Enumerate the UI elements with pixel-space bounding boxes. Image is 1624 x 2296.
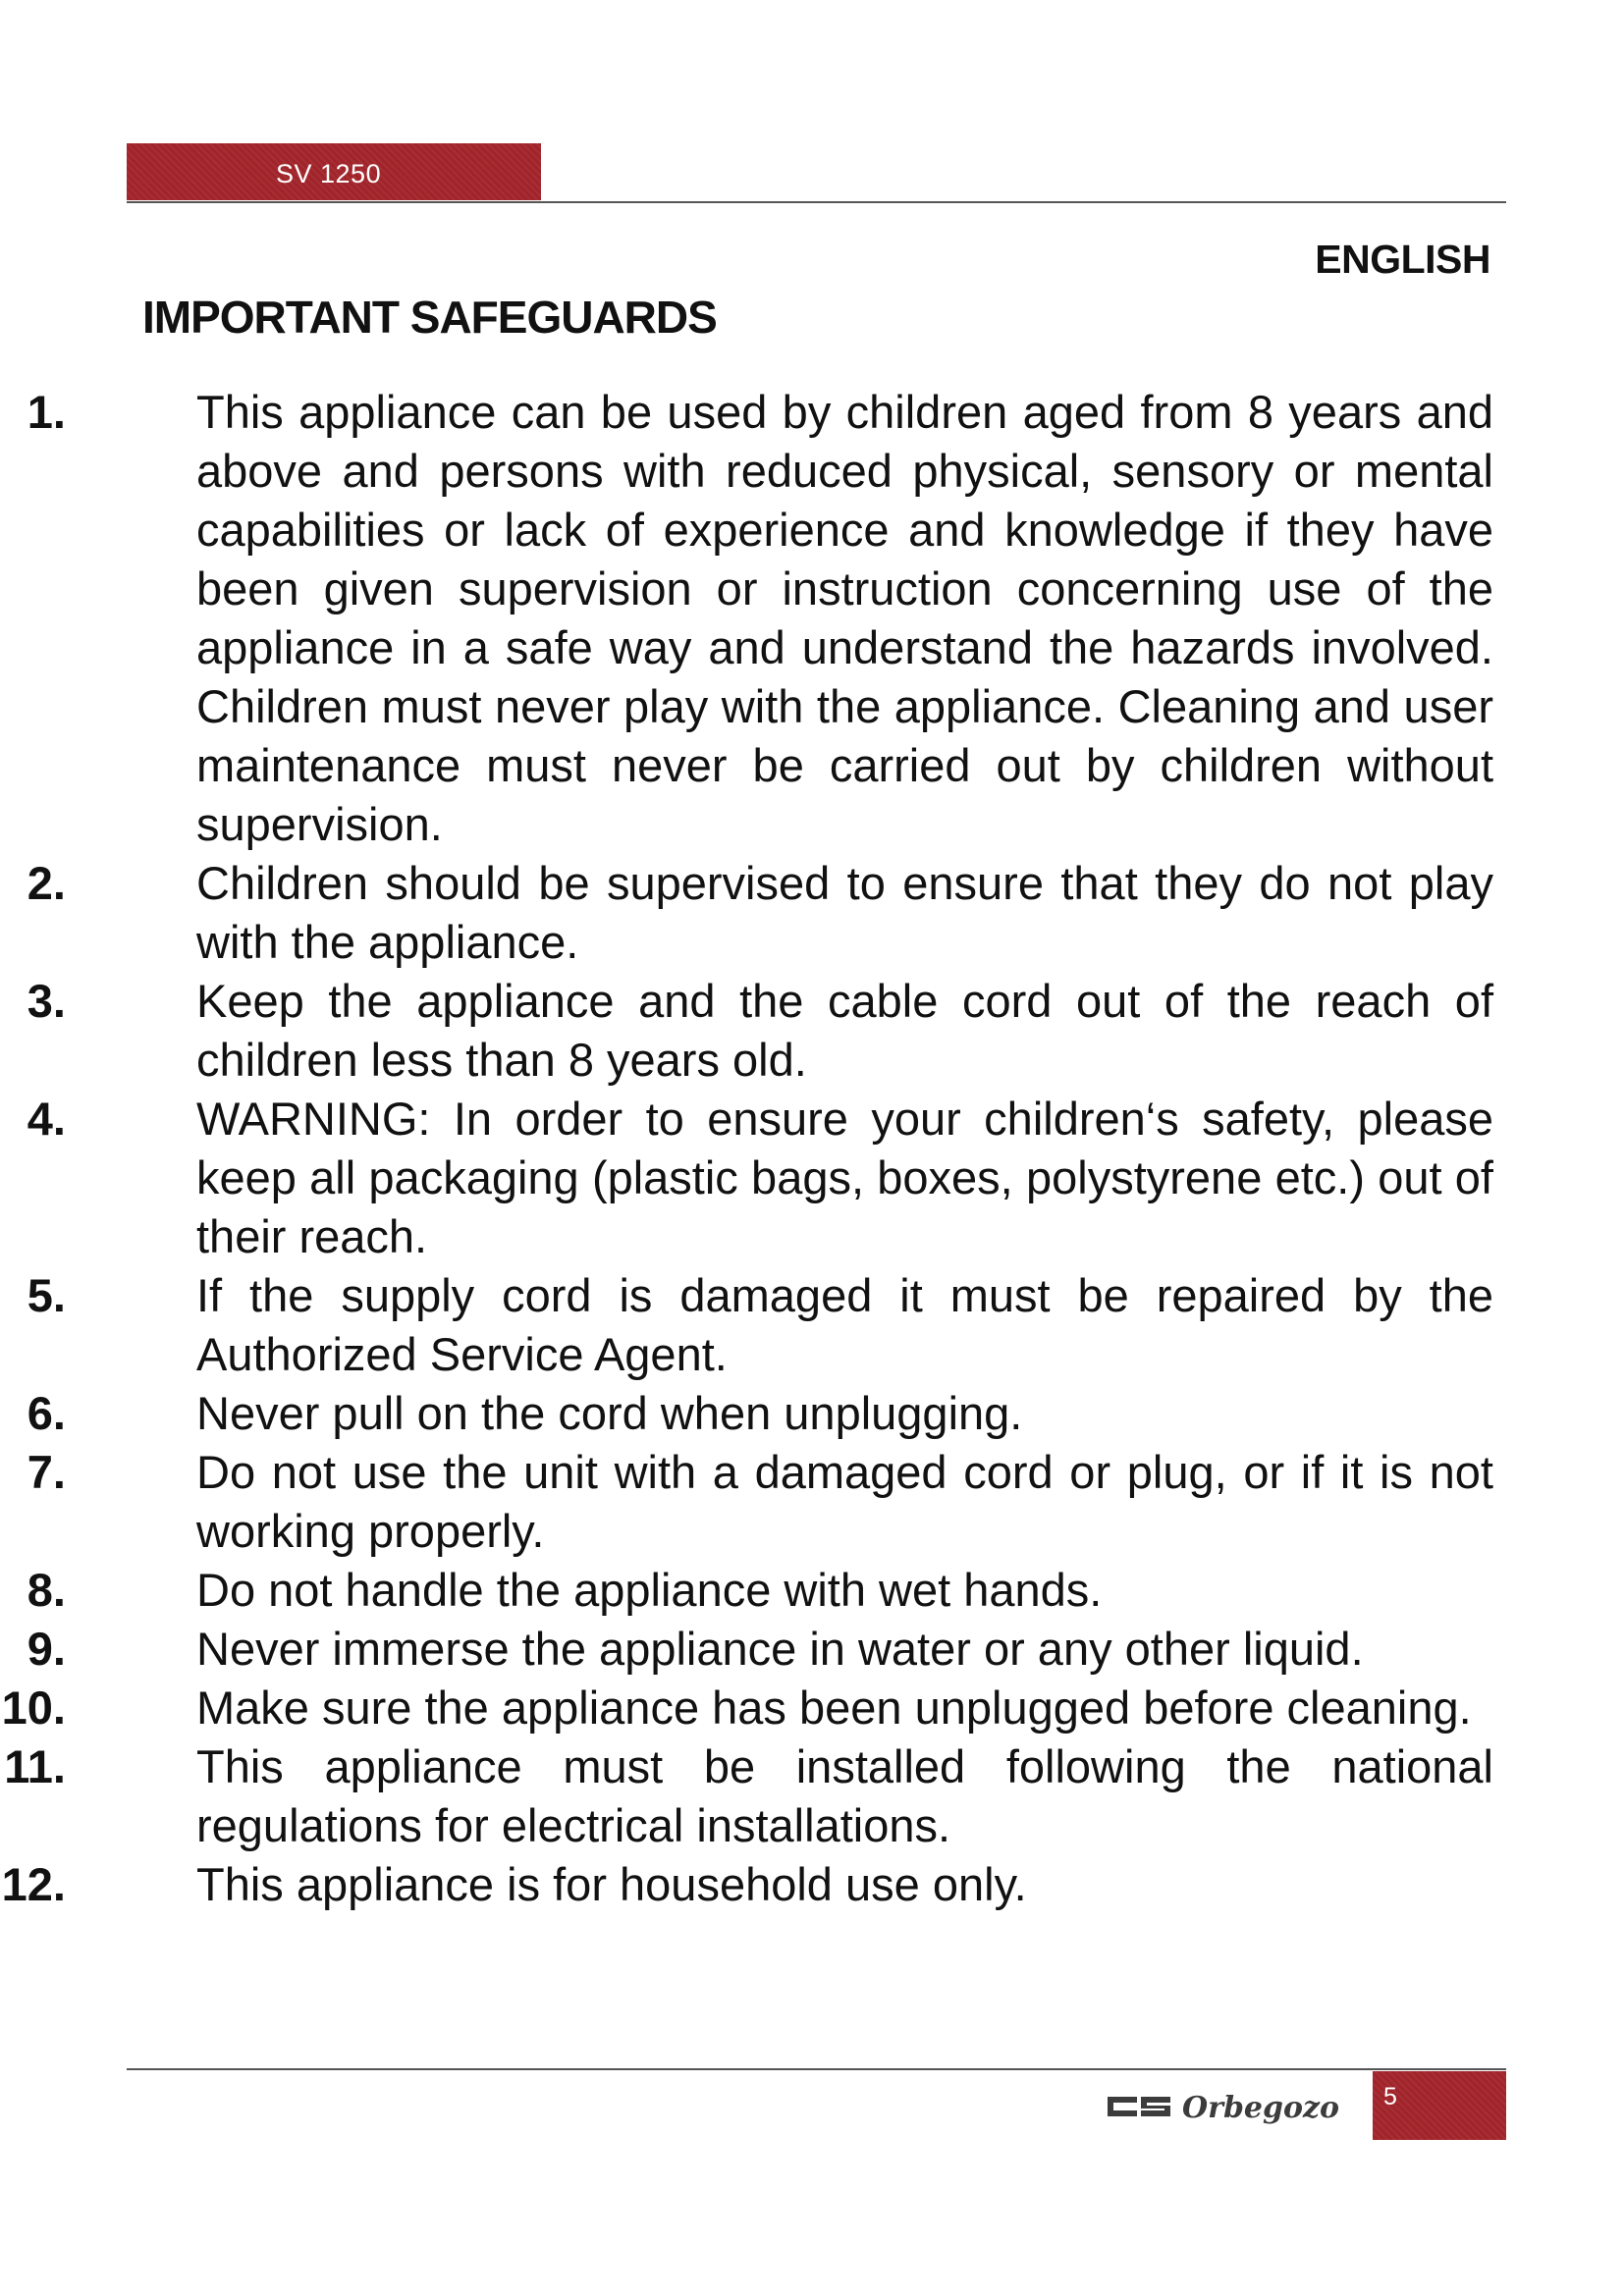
list-item (0, 1737, 1493, 1855)
list-item (0, 854, 1493, 972)
item-text: Make sure the appliance has been unplugged before cleaning. (196, 1682, 1472, 1734)
page-number: 5 (1383, 2083, 1397, 2110)
item-text: Keep the appliance and the cable cord out of the reach of children less than 8 years old. (196, 975, 1493, 1086)
safeguards-list (0, 383, 1624, 1914)
item-number: 5. (27, 1269, 66, 1321)
brand-wordmark: Orbegozo (1182, 2091, 1340, 2125)
model-label: SV 1250 (276, 159, 382, 188)
item-text: Never immerse the appliance in water or any other liquid. (196, 1623, 1364, 1675)
item-text: If the supply cord is damaged it must be repaired by the Authorized Service Agent. (196, 1269, 1493, 1380)
item-number: 2. (27, 857, 66, 909)
item-text: Do not handle the appliance with wet hands. (196, 1564, 1103, 1616)
item-number: 9. (27, 1623, 66, 1675)
brand-mark-icon (1108, 2097, 1170, 2116)
item-number: 12. (1, 1858, 66, 1910)
item-text: Do not use the unit with a damaged cord or plug, or if it is not working properly. (196, 1446, 1493, 1557)
item-text: WARNING: In order to ensure your children‘s safety, please keep all packaging (plastic bags, boxes, polystyrene etc.) out of their reach. (196, 1093, 1493, 1262)
item-text: Children should be supervised to ensure that they do not play with the appliance. (196, 857, 1493, 968)
list-item (0, 1090, 1493, 1266)
item-text: This appliance is for household use only. (196, 1858, 1027, 1910)
list-item (0, 1443, 1493, 1561)
item-number: 6. (27, 1387, 66, 1439)
item-text: This appliance can be used by children aged from 8 years and above and persons with reduced physical, sensory or mental capabilities or lack of experience and knowledge if they have been given supervision or instruction concerning use of the appliance in a safe way and understand the hazards involved. Children must never play with the appliance. Cleaning and user maintenance must never be carried out by children without supervision. (196, 386, 1493, 850)
item-number: 10. (1, 1682, 66, 1734)
list-item (0, 1266, 1493, 1384)
item-number: 7. (27, 1446, 66, 1498)
page-number-tab (1373, 2071, 1506, 2140)
brand-logo (1104, 2083, 1355, 2130)
footer-divider (127, 2068, 1506, 2070)
list-item (0, 383, 1493, 854)
header-divider (127, 201, 1506, 203)
item-text: This appliance must be installed following the national regulations for electrical installations. (196, 1740, 1493, 1851)
list-item (0, 1384, 1493, 1443)
item-number: 1. (27, 386, 66, 438)
item-text: Never pull on the cord when unplugging. (196, 1387, 1023, 1439)
item-number: 8. (27, 1564, 66, 1616)
item-number: 3. (27, 975, 66, 1027)
item-number: 11. (4, 1740, 66, 1792)
list-item (0, 1855, 1493, 1914)
item-number: 4. (27, 1093, 66, 1145)
list-item (0, 1679, 1493, 1737)
list-item (0, 972, 1493, 1090)
model-tab (127, 143, 541, 200)
list-item (0, 1561, 1493, 1620)
section-title: IMPORTANT SAFEGUARDS (142, 292, 717, 343)
language-label: ENGLISH (1315, 237, 1490, 282)
list-item (0, 1620, 1493, 1679)
